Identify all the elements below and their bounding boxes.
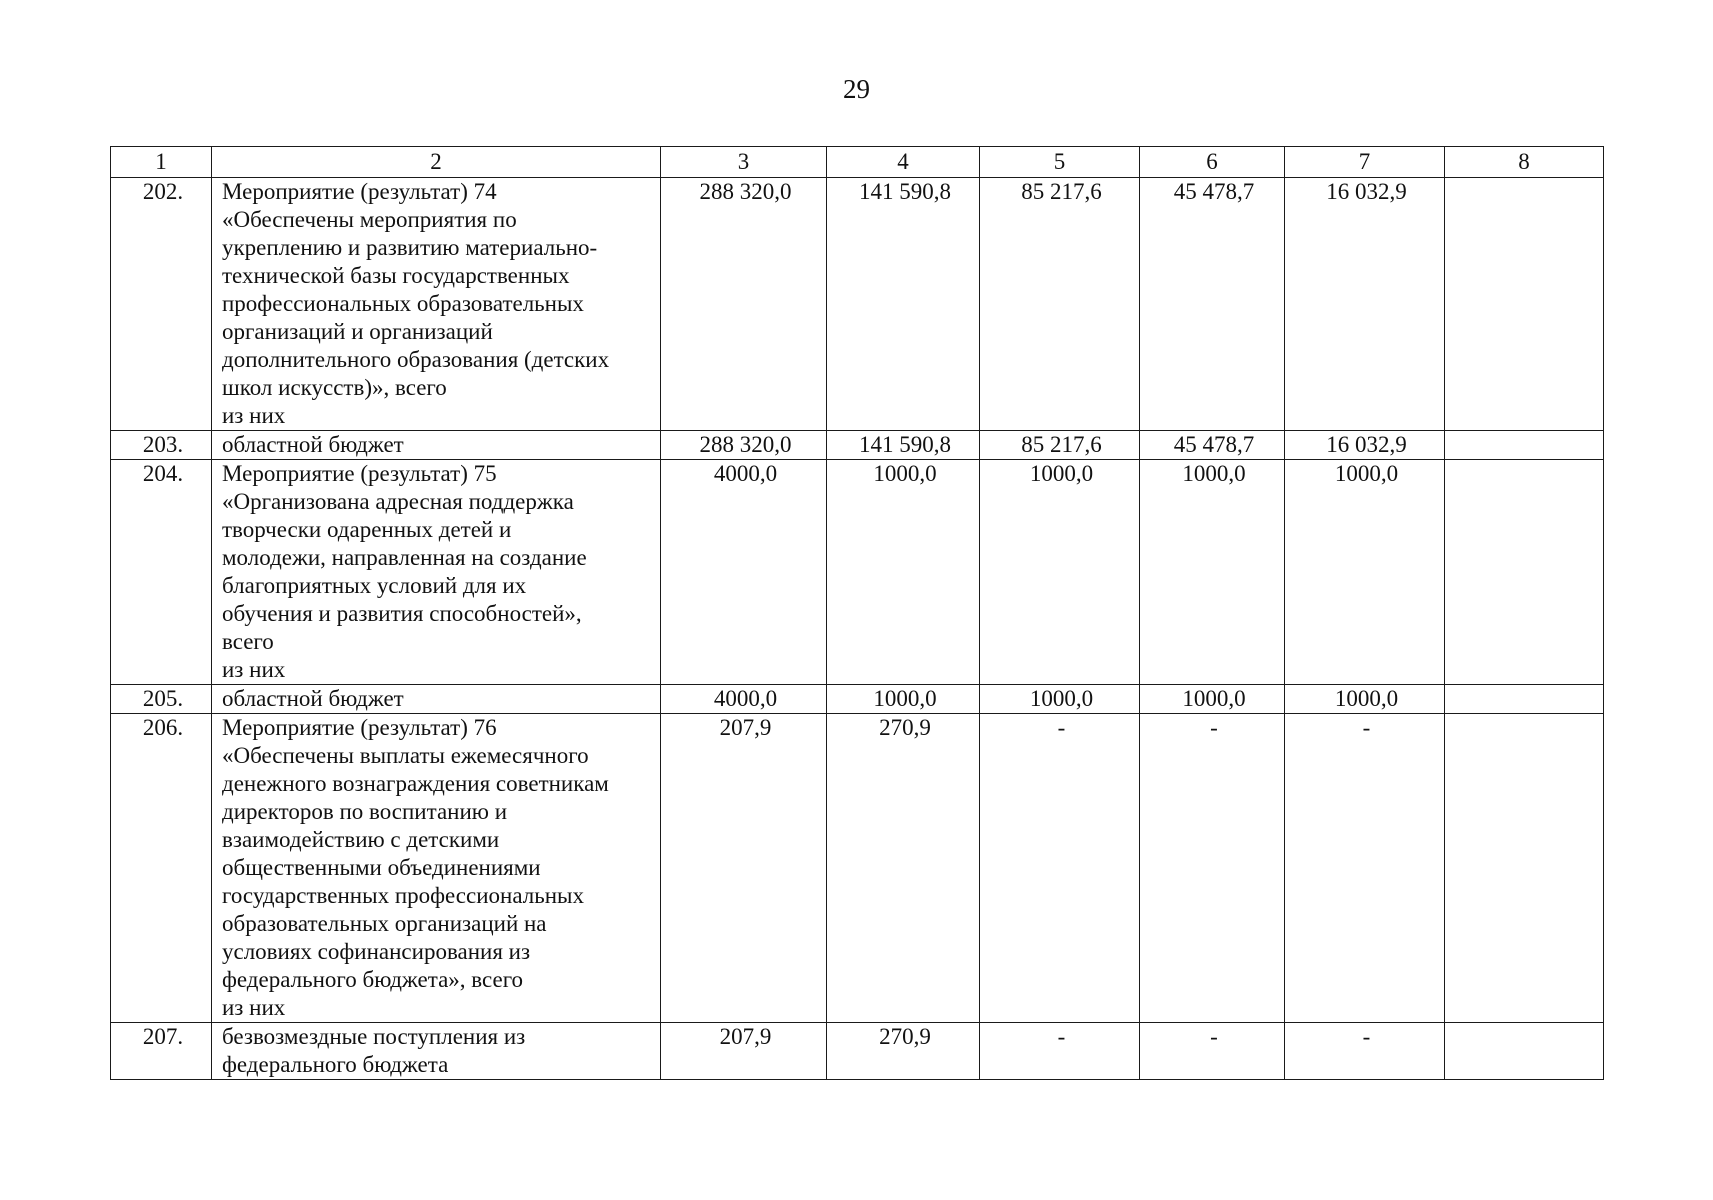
description-line: творчески одаренных детей и [222,517,512,542]
row-description [212,178,661,431]
description-line: укреплению и развитию материально- [222,235,598,260]
row-description [212,460,661,685]
value-col5: - [980,714,1140,1023]
description-line: из них [222,995,286,1020]
value-col7: 16 032,9 [1285,431,1445,460]
value-col7: 1000,0 [1285,460,1445,685]
description-line: профессиональных образовательных [222,291,584,316]
description-line: директоров по воспитанию и [222,799,508,824]
value-col6: 45 478,7 [1140,178,1285,431]
value-col5: 85 217,6 [980,178,1140,431]
value-col5: 85 217,6 [980,431,1140,460]
value-col6: 1000,0 [1140,685,1285,714]
value-col8 [1445,460,1604,685]
table-row [111,431,1604,460]
row-number: 203. [111,431,212,460]
value-col3: 288 320,0 [661,178,827,431]
header-row [111,147,1604,178]
value-col3: 288 320,0 [661,431,827,460]
value-col8 [1445,714,1604,1023]
value-col5: - [980,1023,1140,1080]
column-header: 6 [1140,147,1285,178]
row-number: 202. [111,178,212,431]
value-col4: 270,9 [827,1023,980,1080]
description-line: областной бюджет [222,432,404,457]
value-col8 [1445,1023,1604,1080]
column-header: 1 [111,147,212,178]
value-col6: 45 478,7 [1140,431,1285,460]
column-header: 5 [980,147,1140,178]
value-col5: 1000,0 [980,460,1140,685]
value-col6: 1000,0 [1140,460,1285,685]
description-line: молодежи, направленная на создание [222,545,587,570]
value-col8 [1445,685,1604,714]
row-description [212,1023,661,1080]
row-number: 207. [111,1023,212,1080]
description-line: из них [222,403,286,428]
table-row [111,714,1604,1023]
column-header: 2 [212,147,661,178]
value-col4: 141 590,8 [827,178,980,431]
value-col3: 207,9 [661,1023,827,1080]
description-line: безвозмездные поступления из [222,1024,526,1049]
table-body [111,178,1604,1080]
description-line: условиях софинансирования из [222,939,531,964]
description-line: федерального бюджета [222,1052,449,1077]
value-col3: 4000,0 [661,460,827,685]
value-col4: 1000,0 [827,460,980,685]
page-number: 29 [843,74,870,104]
value-col4: 141 590,8 [827,431,980,460]
column-header: 7 [1285,147,1445,178]
row-number: 205. [111,685,212,714]
description-line: федерального бюджета», всего [222,967,524,992]
row-number: 204. [111,460,212,685]
row-description [212,685,661,714]
value-col7: 1000,0 [1285,685,1445,714]
description-line: общественными объединениями [222,855,541,880]
table-row [111,1023,1604,1080]
description-line: из них [222,657,286,682]
description-line: всего [222,629,274,654]
value-col3: 4000,0 [661,685,827,714]
row-description [212,431,661,460]
value-col5: 1000,0 [980,685,1140,714]
value-col8 [1445,431,1604,460]
description-line: Мероприятие (результат) 75 [222,461,497,486]
row-number: 206. [111,714,212,1023]
description-line: «Организована адресная поддержка [222,489,574,514]
description-line: «Обеспечены мероприятия по [222,207,517,232]
value-col7: - [1285,714,1445,1023]
description-line: взаимодействию с детскими [222,827,500,852]
description-line: благоприятных условий для их [222,573,527,598]
column-header: 3 [661,147,827,178]
description-line: государственных профессиональных [222,883,584,908]
value-col3: 207,9 [661,714,827,1023]
value-col7: 16 032,9 [1285,178,1445,431]
description-line: Мероприятие (результат) 76 [222,715,497,740]
description-line: Мероприятие (результат) 74 [222,179,497,204]
budget-table [110,146,1604,1080]
description-line: образовательных организаций на [222,911,547,936]
value-col8 [1445,178,1604,431]
description-line: дополнительного образования (детских [222,347,610,372]
column-header: 8 [1445,147,1604,178]
description-line: школ искусств)», всего [222,375,447,400]
description-line: технической базы государственных [222,263,570,288]
description-line: «Обеспечены выплаты ежемесячного [222,743,589,768]
column-header: 4 [827,147,980,178]
value-col7: - [1285,1023,1445,1080]
description-line: денежного вознаграждения советникам [222,771,609,796]
table-row [111,460,1604,685]
value-col4: 1000,0 [827,685,980,714]
description-line: организаций и организаций [222,319,493,344]
table-header [111,147,1604,178]
description-line: областной бюджет [222,686,404,711]
description-line: обучения и развития способностей», [222,601,582,626]
value-col6: - [1140,1023,1285,1080]
value-col4: 270,9 [827,714,980,1023]
value-col6: - [1140,714,1285,1023]
table-row [111,685,1604,714]
table-row [111,178,1604,431]
row-description [212,714,661,1023]
